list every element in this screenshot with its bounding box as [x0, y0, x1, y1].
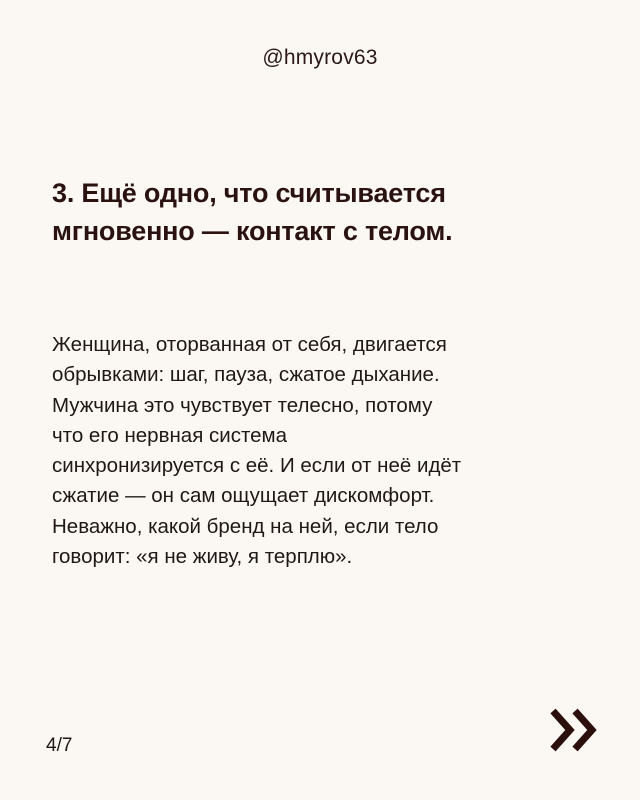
body-line: что его нервная система	[52, 423, 287, 447]
body-line: Неважно, какой бренд на ней, если тело	[52, 514, 439, 538]
body-line: Мужчина это чувствует телесно, потому	[52, 393, 433, 417]
page-indicator: 4/7	[46, 735, 73, 756]
body-line: обрывками: шаг, пауза, сжатое дыхание.	[52, 363, 440, 387]
body-line: говорит: «я не живу, я терплю».	[52, 545, 353, 569]
slide-heading	[52, 174, 592, 250]
body-line: сжатие — он сам ощущает дискомфорт.	[52, 484, 435, 508]
account-handle: @hmyrov63	[262, 46, 378, 69]
double-chevron-right-icon	[548, 706, 600, 754]
heading-line: мгновенно — контакт с телом.	[52, 216, 453, 246]
heading-line: 3. Ещё одно, что считывается	[52, 178, 446, 208]
body-line: синхронизируется с её. И если от неё идёт	[52, 454, 462, 478]
body-line: Женщина, оторванная от себя, двигается	[52, 333, 447, 356]
next-slide-button[interactable]	[548, 706, 600, 754]
body-paragraph	[52, 330, 612, 572]
